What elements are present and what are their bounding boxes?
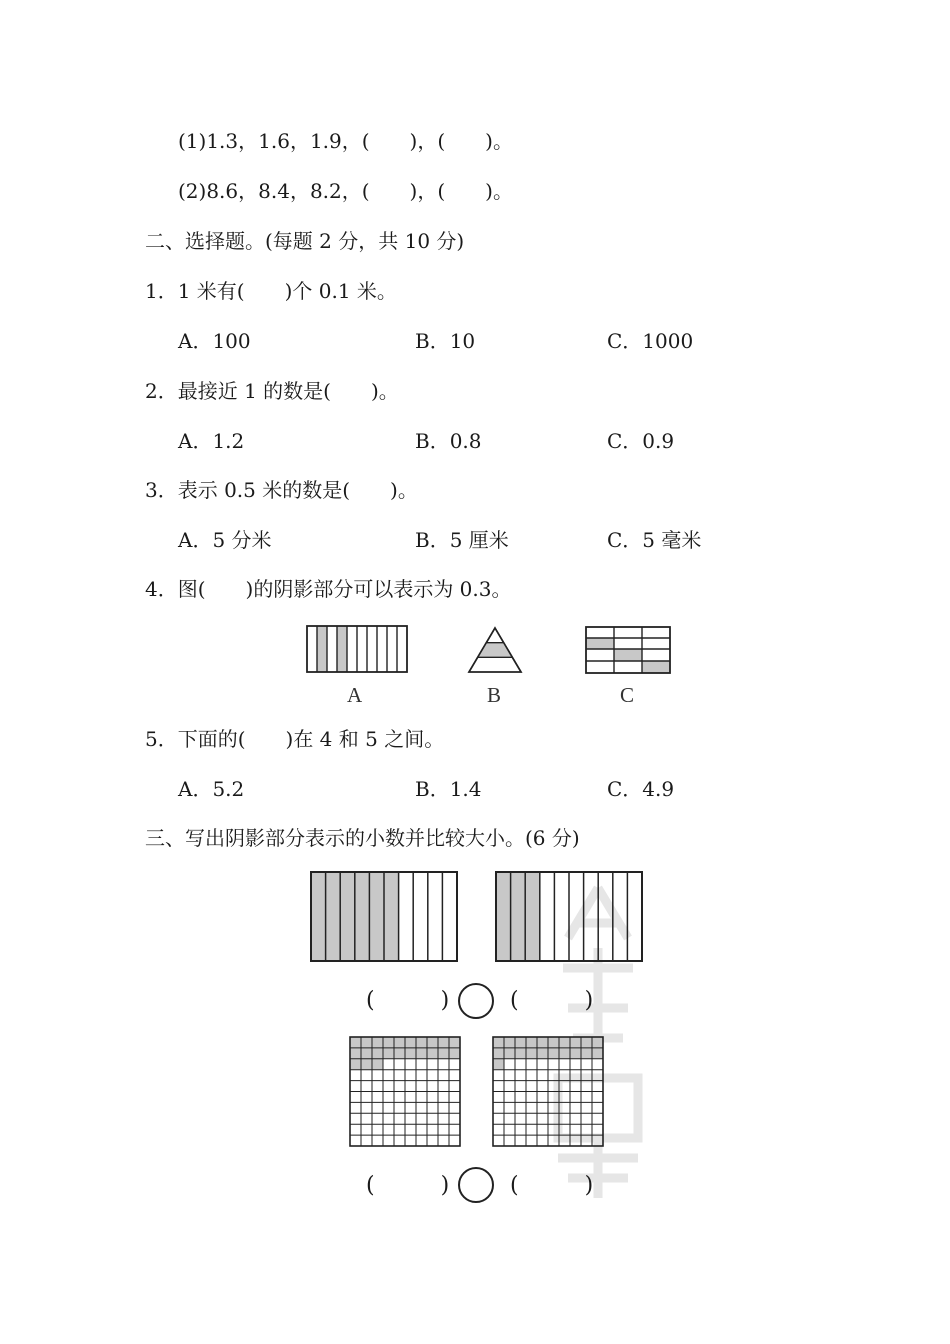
shaded-cell (493, 1048, 504, 1059)
choice-question-5: 5．下面的( )在 4 和 5 之间。 (145, 727, 445, 751)
shaded-cell (394, 1048, 405, 1059)
q3-option-b: B．5 厘米 (415, 528, 509, 552)
answer-blank-3[interactable]: ( ) (366, 1173, 450, 1198)
shaded-cell (438, 1037, 449, 1048)
q2-option-b: B．0.8 (415, 429, 482, 453)
q5-option-a: A．5.2 (178, 777, 245, 801)
shaded-cell (350, 1037, 361, 1048)
shaded-strip (340, 872, 355, 961)
q3-option-c: C．5 毫米 (607, 528, 702, 552)
shaded-cell (493, 1037, 504, 1048)
answer-blank-2[interactable]: ( ) (510, 988, 594, 1013)
shaded-strip (384, 872, 399, 961)
shaded-cell (427, 1037, 438, 1048)
q3-option-a: A．5 分米 (178, 528, 272, 552)
choice-question-1: 1．1 米有( )个 0.1 米。 (145, 279, 397, 303)
shaded-cell (515, 1048, 526, 1059)
shaded-cell (416, 1048, 427, 1059)
q5-option-c: C．4.9 (607, 777, 675, 801)
q4-figure-c (585, 626, 671, 674)
shaded-cell (548, 1048, 559, 1059)
shaded-cell (438, 1048, 449, 1059)
grid-figure-left (349, 1036, 462, 1148)
strip-figure-right (495, 871, 645, 963)
shaded-cell (526, 1037, 537, 1048)
shaded-cell (526, 1048, 537, 1059)
compare-circle-1[interactable] (458, 983, 494, 1019)
compare-circle-2[interactable] (458, 1167, 494, 1203)
shaded-cell (559, 1037, 570, 1048)
shaded-cell (592, 1048, 603, 1059)
shaded-cell (383, 1037, 394, 1048)
shaded-cell (570, 1037, 581, 1048)
shaded-cell (372, 1048, 383, 1059)
shaded-cell (383, 1048, 394, 1059)
grid-figure-right (492, 1036, 605, 1148)
q4-figure-a-label: A (347, 683, 363, 707)
shaded-cell (427, 1048, 438, 1059)
strip-figure-left (310, 871, 460, 963)
shaded-strip (496, 872, 511, 961)
shaded-strip (511, 872, 526, 961)
shaded-cell (449, 1037, 460, 1048)
shaded-cell (493, 1059, 504, 1070)
shaded-strip (525, 872, 540, 961)
shaded-strip (355, 872, 370, 961)
shaded-cell (537, 1037, 548, 1048)
section-2-heading: 二、选择题。(每题 2 分，共 10 分) (145, 229, 465, 253)
shaded-strip (326, 872, 341, 961)
fill-question-2: (2)8.6，8.4，8.2，( )，( )。 (178, 179, 513, 203)
shaded-strip (337, 626, 347, 672)
shaded-cell (537, 1048, 548, 1059)
q4-figure-b-label: B (487, 683, 502, 707)
shaded-cell (515, 1037, 526, 1048)
shaded-strip (317, 626, 327, 672)
shaded-strip (369, 872, 384, 961)
shaded-cell (548, 1037, 559, 1048)
shaded-cell (504, 1037, 515, 1048)
q1-option-c: C．1000 (607, 329, 694, 353)
q2-option-c: C．0.9 (607, 429, 675, 453)
shaded-cell (394, 1037, 405, 1048)
shaded-cell (405, 1048, 416, 1059)
shaded-cell (416, 1037, 427, 1048)
fill-question-1: (1)1.3，1.6，1.9，( )，( )。 (178, 129, 513, 153)
section-3-heading: 三、写出阴影部分表示的小数并比较大小。(6 分) (145, 826, 580, 850)
shaded-cell (350, 1059, 361, 1070)
shaded-cell (581, 1037, 592, 1048)
choice-question-4: 4．图( )的阴影部分可以表示为 0.3。 (145, 577, 512, 601)
q1-option-a: A．100 (178, 329, 251, 353)
q4-figure-a (306, 625, 408, 673)
q1-option-b: B．10 (415, 329, 476, 353)
shaded-cell (361, 1059, 372, 1070)
shaded-cell (350, 1048, 361, 1059)
shaded-cell (361, 1037, 372, 1048)
q2-option-a: A．1.2 (178, 429, 245, 453)
shaded-cell (361, 1048, 372, 1059)
shaded-cell (592, 1037, 603, 1048)
q4-figure-b (467, 626, 523, 674)
shaded-cell (581, 1048, 592, 1059)
shaded-cell (504, 1048, 515, 1059)
q4-figure-c-label: C (620, 683, 635, 707)
shaded-cell (372, 1037, 383, 1048)
shaded-cell (559, 1048, 570, 1059)
choice-question-3: 3．表示 0.5 米的数是( )。 (145, 478, 418, 502)
shaded-cell (372, 1059, 383, 1070)
choice-question-2: 2．最接近 1 的数是( )。 (145, 379, 399, 403)
answer-blank-4[interactable]: ( ) (510, 1173, 594, 1198)
shaded-cell (405, 1037, 416, 1048)
shaded-cell (449, 1048, 460, 1059)
shaded-cell (570, 1048, 581, 1059)
shaded-strip (311, 872, 326, 961)
answer-blank-1[interactable]: ( ) (366, 988, 450, 1013)
q5-option-b: B．1.4 (415, 777, 482, 801)
